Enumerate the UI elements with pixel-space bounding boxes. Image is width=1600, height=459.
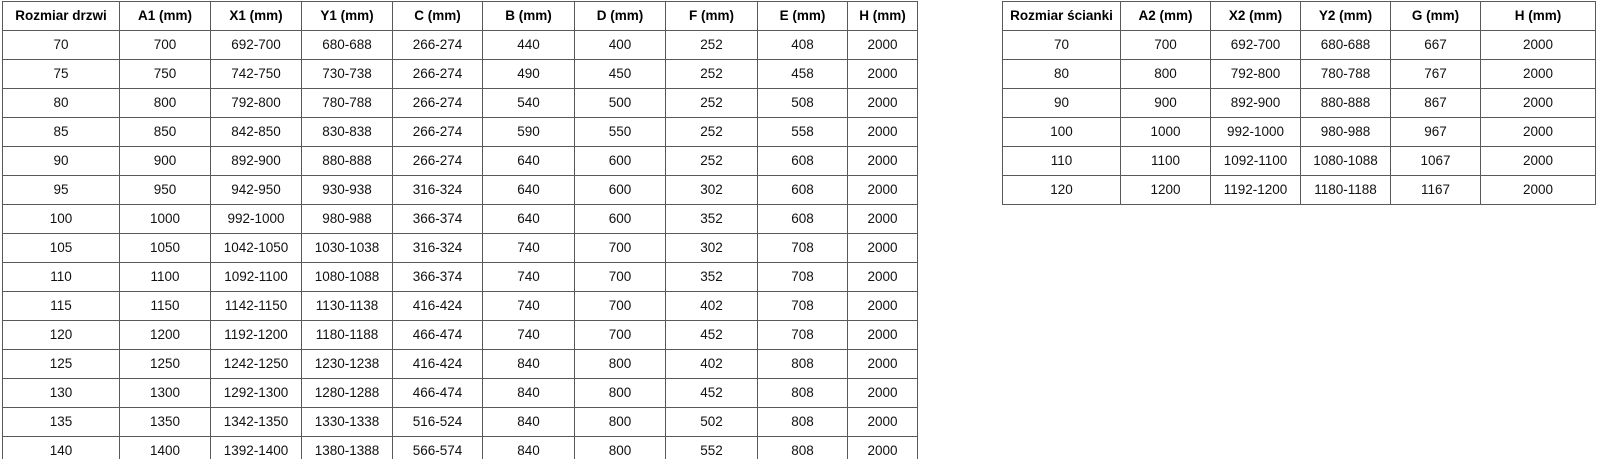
table-cell: 252: [666, 118, 758, 147]
table-cell: 452: [666, 321, 758, 350]
table-cell: 808: [758, 437, 848, 459]
table-cell: 1342-1350: [211, 408, 302, 437]
table-cell: 1350: [120, 408, 211, 437]
table-cell: 70: [1003, 31, 1121, 60]
table-cell: 252: [666, 147, 758, 176]
table-cell: 516-524: [393, 408, 483, 437]
table-cell: 2000: [848, 89, 918, 118]
table-cell: 110: [3, 263, 120, 292]
table-cell: 980-988: [1301, 118, 1391, 147]
table-cell: 2000: [848, 147, 918, 176]
table-cell: 840: [483, 408, 575, 437]
table-cell: 266-274: [393, 118, 483, 147]
table-row: [3, 31, 918, 60]
table-cell: 1200: [120, 321, 211, 350]
column-header: B (mm): [483, 2, 575, 31]
table-cell: 440: [483, 31, 575, 60]
table-cell: 700: [120, 31, 211, 60]
table-cell: 1180-1188: [1301, 176, 1391, 205]
table-cell: 2000: [848, 31, 918, 60]
table-cell: 1000: [120, 205, 211, 234]
table-cell: 266-274: [393, 31, 483, 60]
table-cell: 2000: [1481, 118, 1596, 147]
table-cell: 266-274: [393, 89, 483, 118]
table-cell: 502: [666, 408, 758, 437]
table-cell: 600: [575, 147, 666, 176]
table-row: [1003, 176, 1596, 205]
table-cell: 1192-1200: [1211, 176, 1301, 205]
table-cell: 680-688: [1301, 31, 1391, 60]
table-cell: 792-800: [1211, 60, 1301, 89]
table-cell: 667: [1391, 31, 1481, 60]
column-header: G (mm): [1391, 2, 1481, 31]
table-cell: 2000: [848, 292, 918, 321]
table-cell: 740: [483, 321, 575, 350]
table-row: [1003, 147, 1596, 176]
table-cell: 80: [3, 89, 120, 118]
table-cell: 1050: [120, 234, 211, 263]
column-header: D (mm): [575, 2, 666, 31]
table-cell: 708: [758, 263, 848, 292]
table-cell: 408: [758, 31, 848, 60]
table-cell: 708: [758, 234, 848, 263]
table-cell: 1330-1338: [302, 408, 393, 437]
table-cell: 1092-1100: [211, 263, 302, 292]
table-cell: 708: [758, 321, 848, 350]
table-cell: 458: [758, 60, 848, 89]
table-cell: 2000: [1481, 176, 1596, 205]
table-row: [3, 379, 918, 408]
table-row: [1003, 60, 1596, 89]
table-cell: 1080-1088: [302, 263, 393, 292]
table-cell: 550: [575, 118, 666, 147]
table-cell: 980-988: [302, 205, 393, 234]
table-cell: 2000: [1481, 60, 1596, 89]
column-header: A2 (mm): [1121, 2, 1211, 31]
header-row: [3, 2, 918, 31]
table-cell: 700: [575, 263, 666, 292]
table-row: [3, 292, 918, 321]
door-size-table: [2, 1, 918, 459]
table-cell: 608: [758, 176, 848, 205]
table-cell: 302: [666, 234, 758, 263]
table-cell: 600: [575, 176, 666, 205]
table-cell: 1192-1200: [211, 321, 302, 350]
table-cell: 750: [120, 60, 211, 89]
table-cell: 900: [120, 147, 211, 176]
table-cell: 2000: [848, 437, 918, 459]
table-cell: 566-574: [393, 437, 483, 459]
table-cell: 700: [1121, 31, 1211, 60]
table-cell: 1200: [1121, 176, 1211, 205]
table-cell: 930-938: [302, 176, 393, 205]
table-cell: 90: [3, 147, 120, 176]
table-cell: 1180-1188: [302, 321, 393, 350]
table-cell: 402: [666, 350, 758, 379]
wall-size-table: [1002, 1, 1596, 205]
table-cell: 808: [758, 408, 848, 437]
table-cell: 2000: [848, 205, 918, 234]
table-cell: 692-700: [1211, 31, 1301, 60]
table-cell: 1030-1038: [302, 234, 393, 263]
table-cell: 1100: [120, 263, 211, 292]
table-cell: 867: [1391, 89, 1481, 118]
table-cell: 100: [1003, 118, 1121, 147]
table-cell: 1280-1288: [302, 379, 393, 408]
table-cell: 1250: [120, 350, 211, 379]
table-cell: 740: [483, 292, 575, 321]
table-cell: 508: [758, 89, 848, 118]
table-cell: 540: [483, 89, 575, 118]
table-cell: 608: [758, 205, 848, 234]
wall-table-body: [1003, 31, 1596, 205]
table-cell: 1000: [1121, 118, 1211, 147]
table-cell: 840: [483, 437, 575, 459]
table-cell: 100: [3, 205, 120, 234]
table-cell: 950: [120, 176, 211, 205]
table-cell: 85: [3, 118, 120, 147]
table-cell: 95: [3, 176, 120, 205]
table-cell: 640: [483, 176, 575, 205]
table-cell: 366-374: [393, 205, 483, 234]
door-table-body: [3, 31, 918, 459]
table-row: [1003, 31, 1596, 60]
table-cell: 1380-1388: [302, 437, 393, 459]
table-cell: 2000: [848, 176, 918, 205]
table-cell: 1230-1238: [302, 350, 393, 379]
table-cell: 135: [3, 408, 120, 437]
column-header: Rozmiar drzwi: [3, 2, 120, 31]
table-cell: 850: [120, 118, 211, 147]
table-row: [3, 321, 918, 350]
table-cell: 1292-1300: [211, 379, 302, 408]
table-cell: 1167: [1391, 176, 1481, 205]
column-header: Y2 (mm): [1301, 2, 1391, 31]
table-cell: 742-750: [211, 60, 302, 89]
table-cell: 800: [575, 379, 666, 408]
table-cell: 740: [483, 263, 575, 292]
table-cell: 830-838: [302, 118, 393, 147]
table-cell: 125: [3, 350, 120, 379]
table-cell: 452: [666, 379, 758, 408]
table-cell: 680-688: [302, 31, 393, 60]
table-cell: 967: [1391, 118, 1481, 147]
table-cell: 800: [120, 89, 211, 118]
table-cell: 2000: [848, 118, 918, 147]
table-cell: 808: [758, 379, 848, 408]
table-cell: 140: [3, 437, 120, 459]
table-row: [1003, 118, 1596, 147]
table-cell: 266-274: [393, 60, 483, 89]
door-table-header: [3, 2, 918, 31]
table-row: [3, 147, 918, 176]
column-header: A1 (mm): [120, 2, 211, 31]
table-cell: 780-788: [302, 89, 393, 118]
table-cell: 700: [575, 292, 666, 321]
table-cell: 800: [575, 350, 666, 379]
table-cell: 808: [758, 350, 848, 379]
table-cell: 1150: [120, 292, 211, 321]
column-header: Rozmiar ścianki: [1003, 2, 1121, 31]
table-cell: 892-900: [1211, 89, 1301, 118]
table-cell: 792-800: [211, 89, 302, 118]
table-cell: 316-324: [393, 234, 483, 263]
table-cell: 942-950: [211, 176, 302, 205]
table-cell: 552: [666, 437, 758, 459]
table-cell: 800: [575, 408, 666, 437]
table-row: [3, 350, 918, 379]
table-cell: 880-888: [302, 147, 393, 176]
table-row: [3, 176, 918, 205]
table-cell: 1100: [1121, 147, 1211, 176]
table-cell: 1080-1088: [1301, 147, 1391, 176]
table-cell: 400: [575, 31, 666, 60]
table-cell: 466-474: [393, 379, 483, 408]
column-header: E (mm): [758, 2, 848, 31]
table-cell: 1400: [120, 437, 211, 459]
table-row: [3, 234, 918, 263]
table-cell: 640: [483, 205, 575, 234]
table-cell: 800: [1121, 60, 1211, 89]
table-row: [3, 437, 918, 459]
table-cell: 2000: [848, 60, 918, 89]
table-cell: 590: [483, 118, 575, 147]
table-cell: 700: [575, 321, 666, 350]
table-cell: 90: [1003, 89, 1121, 118]
table-cell: 2000: [1481, 89, 1596, 118]
table-cell: 1130-1138: [302, 292, 393, 321]
table-cell: 416-424: [393, 350, 483, 379]
table-cell: 842-850: [211, 118, 302, 147]
table-cell: 416-424: [393, 292, 483, 321]
table-cell: 352: [666, 263, 758, 292]
table-cell: 600: [575, 205, 666, 234]
table-cell: 302: [666, 176, 758, 205]
table-cell: 700: [575, 234, 666, 263]
column-header: H (mm): [848, 2, 918, 31]
wall-table-header: [1003, 2, 1596, 31]
table-cell: 800: [575, 437, 666, 459]
table-cell: 2000: [848, 350, 918, 379]
table-cell: 1092-1100: [1211, 147, 1301, 176]
table-cell: 2000: [848, 263, 918, 292]
table-cell: 692-700: [211, 31, 302, 60]
table-cell: 1300: [120, 379, 211, 408]
table-cell: 2000: [1481, 31, 1596, 60]
table-cell: 490: [483, 60, 575, 89]
table-cell: 1067: [1391, 147, 1481, 176]
column-header: Y1 (mm): [302, 2, 393, 31]
table-cell: 316-324: [393, 176, 483, 205]
table-cell: 1142-1150: [211, 292, 302, 321]
table-cell: 120: [3, 321, 120, 350]
table-cell: 2000: [848, 321, 918, 350]
table-cell: 500: [575, 89, 666, 118]
table-cell: 110: [1003, 147, 1121, 176]
table-cell: 840: [483, 350, 575, 379]
table-row: [3, 263, 918, 292]
table-row: [3, 60, 918, 89]
table-cell: 1242-1250: [211, 350, 302, 379]
table-cell: 2000: [848, 234, 918, 263]
table-cell: 1392-1400: [211, 437, 302, 459]
table-cell: 740: [483, 234, 575, 263]
table-cell: 992-1000: [211, 205, 302, 234]
table-cell: 780-788: [1301, 60, 1391, 89]
table-row: [1003, 89, 1596, 118]
table-cell: 558: [758, 118, 848, 147]
table-cell: 880-888: [1301, 89, 1391, 118]
table-cell: 75: [3, 60, 120, 89]
column-header: H (mm): [1481, 2, 1596, 31]
table-cell: 252: [666, 60, 758, 89]
table-cell: 70: [3, 31, 120, 60]
table-cell: 120: [1003, 176, 1121, 205]
table-cell: 115: [3, 292, 120, 321]
table-row: [3, 205, 918, 234]
table-cell: 730-738: [302, 60, 393, 89]
table-cell: 402: [666, 292, 758, 321]
table-cell: 450: [575, 60, 666, 89]
table-cell: 608: [758, 147, 848, 176]
table-cell: 252: [666, 31, 758, 60]
table-cell: 252: [666, 89, 758, 118]
table-cell: 2000: [848, 379, 918, 408]
table-cell: 708: [758, 292, 848, 321]
table-row: [3, 118, 918, 147]
header-row: [1003, 2, 1596, 31]
table-row: [3, 408, 918, 437]
table-cell: 266-274: [393, 147, 483, 176]
column-header: X1 (mm): [211, 2, 302, 31]
table-row: [3, 89, 918, 118]
table-cell: 840: [483, 379, 575, 408]
table-cell: 1042-1050: [211, 234, 302, 263]
table-cell: 992-1000: [1211, 118, 1301, 147]
table-cell: 2000: [1481, 147, 1596, 176]
table-cell: 640: [483, 147, 575, 176]
table-cell: 130: [3, 379, 120, 408]
table-cell: 2000: [848, 408, 918, 437]
column-header: X2 (mm): [1211, 2, 1301, 31]
table-cell: 366-374: [393, 263, 483, 292]
table-cell: 466-474: [393, 321, 483, 350]
column-header: F (mm): [666, 2, 758, 31]
column-header: C (mm): [393, 2, 483, 31]
table-cell: 105: [3, 234, 120, 263]
table-cell: 767: [1391, 60, 1481, 89]
table-cell: 900: [1121, 89, 1211, 118]
table-cell: 892-900: [211, 147, 302, 176]
table-cell: 352: [666, 205, 758, 234]
table-cell: 80: [1003, 60, 1121, 89]
